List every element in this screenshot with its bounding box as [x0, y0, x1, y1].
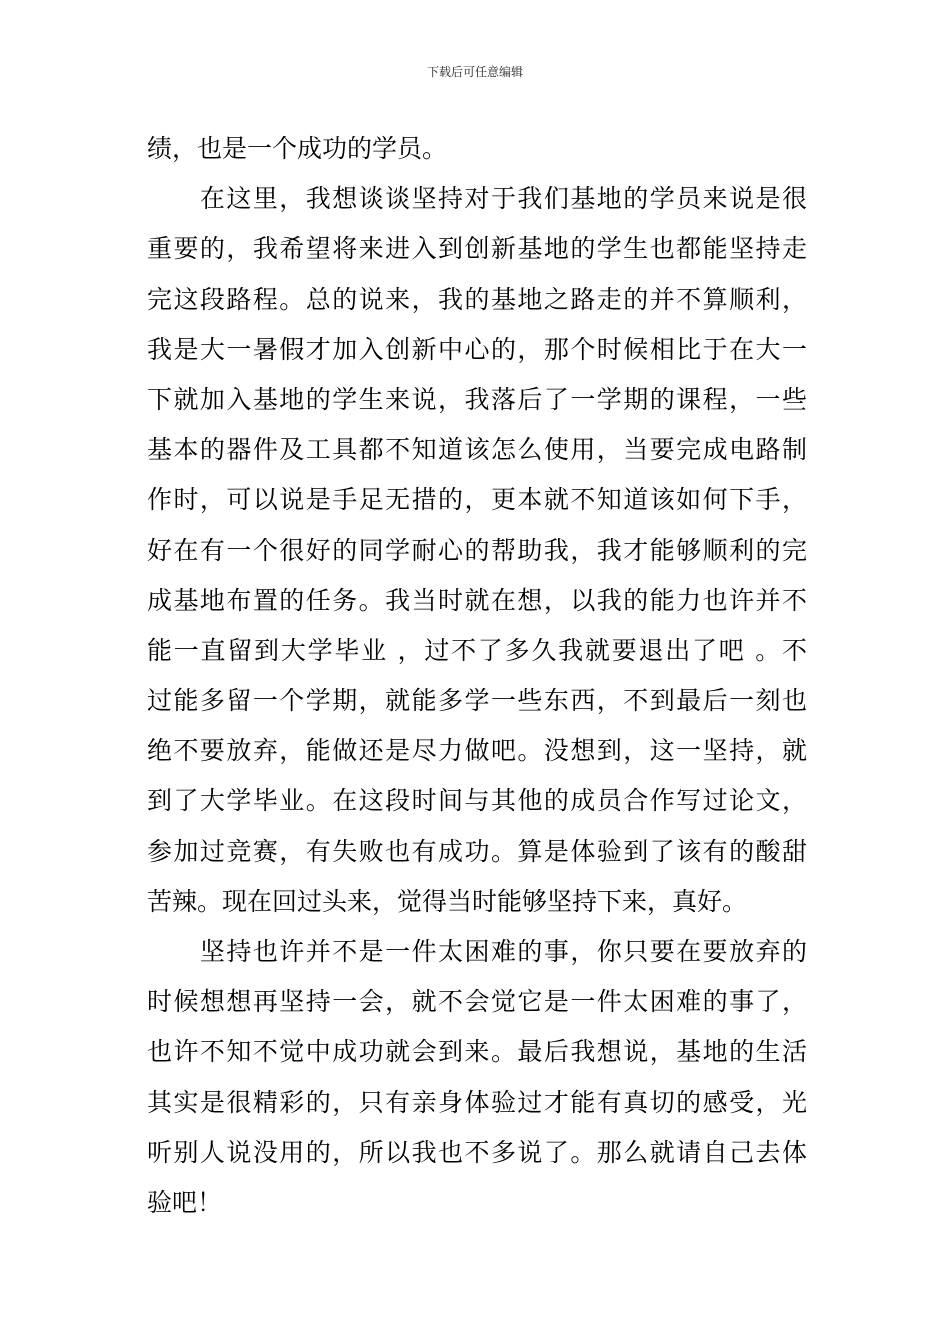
text-line: 听别人说没用的，所以我也不多说了。那么就请自己去体: [147, 1137, 807, 1167]
text-line: 也许不知不觉中成功就会到来。最后我想说，基地的生活: [147, 1037, 807, 1067]
text-line: 绝不要放弃，能做还是尽力做吧。没想到，这一坚持，就: [147, 736, 807, 766]
text-line: 参加过竞赛，有失败也有成功。算是体验到了该有的酸甜: [147, 836, 807, 866]
text-line: 苦辣。现在回过头来，觉得当时能够坚持下来，真好。: [147, 886, 748, 916]
text-line: 在这里，我想谈谈坚持对于我们基地的学员来说是很: [147, 184, 807, 214]
text-line: 重要的，我希望将来进入到创新基地的学生也都能坚持走: [147, 234, 807, 264]
text-line: 绩，也是一个成功的学员。: [147, 134, 448, 163]
document-body: [147, 124, 807, 1228]
page-header: 下载后可任意编辑: [426, 65, 523, 79]
text-line: 好在有一个很好的同学耐心的帮助我，我才能够顺利的完: [147, 535, 807, 565]
text-line: 成基地布置的任务。我当时就在想，以我的能力也许并不: [147, 585, 807, 615]
text-line: 完这段路程。总的说来，我的基地之路走的并不算顺利，: [147, 284, 807, 314]
text-line: 验吧！: [147, 1187, 223, 1217]
text-line: 能一直留到大学毕业 ，过不了多久我就要退出了吧 。不: [147, 635, 807, 665]
text-line: 作时，可以说是手足无措的，更本就不知道该如何下手，: [147, 485, 807, 515]
text-line: 下就加入基地的学生来说，我落后了一学期的课程，一些: [147, 384, 807, 414]
text-line: 其实是很精彩的，只有亲身体验过才能有真切的感受，光: [147, 1087, 807, 1117]
text-line: 基本的器件及工具都不知道该怎么使用，当要完成电路制: [147, 435, 807, 465]
text-line: 时候想想再坚持一会，就不会觉它是一件太困难的事了，: [147, 987, 807, 1017]
text-line: 过能多留一个学期，就能多学一些东西，不到最后一刻也: [147, 686, 807, 716]
text-line: 坚持也许并不是一件太困难的事，你只要在要放弃的: [147, 937, 807, 966]
text-line: 我是大一暑假才加入创新中心的，那个时候相比于在大一: [147, 334, 807, 364]
text-line: 到了大学毕业。在这段时间与其他的成员合作写过论文，: [147, 786, 807, 816]
